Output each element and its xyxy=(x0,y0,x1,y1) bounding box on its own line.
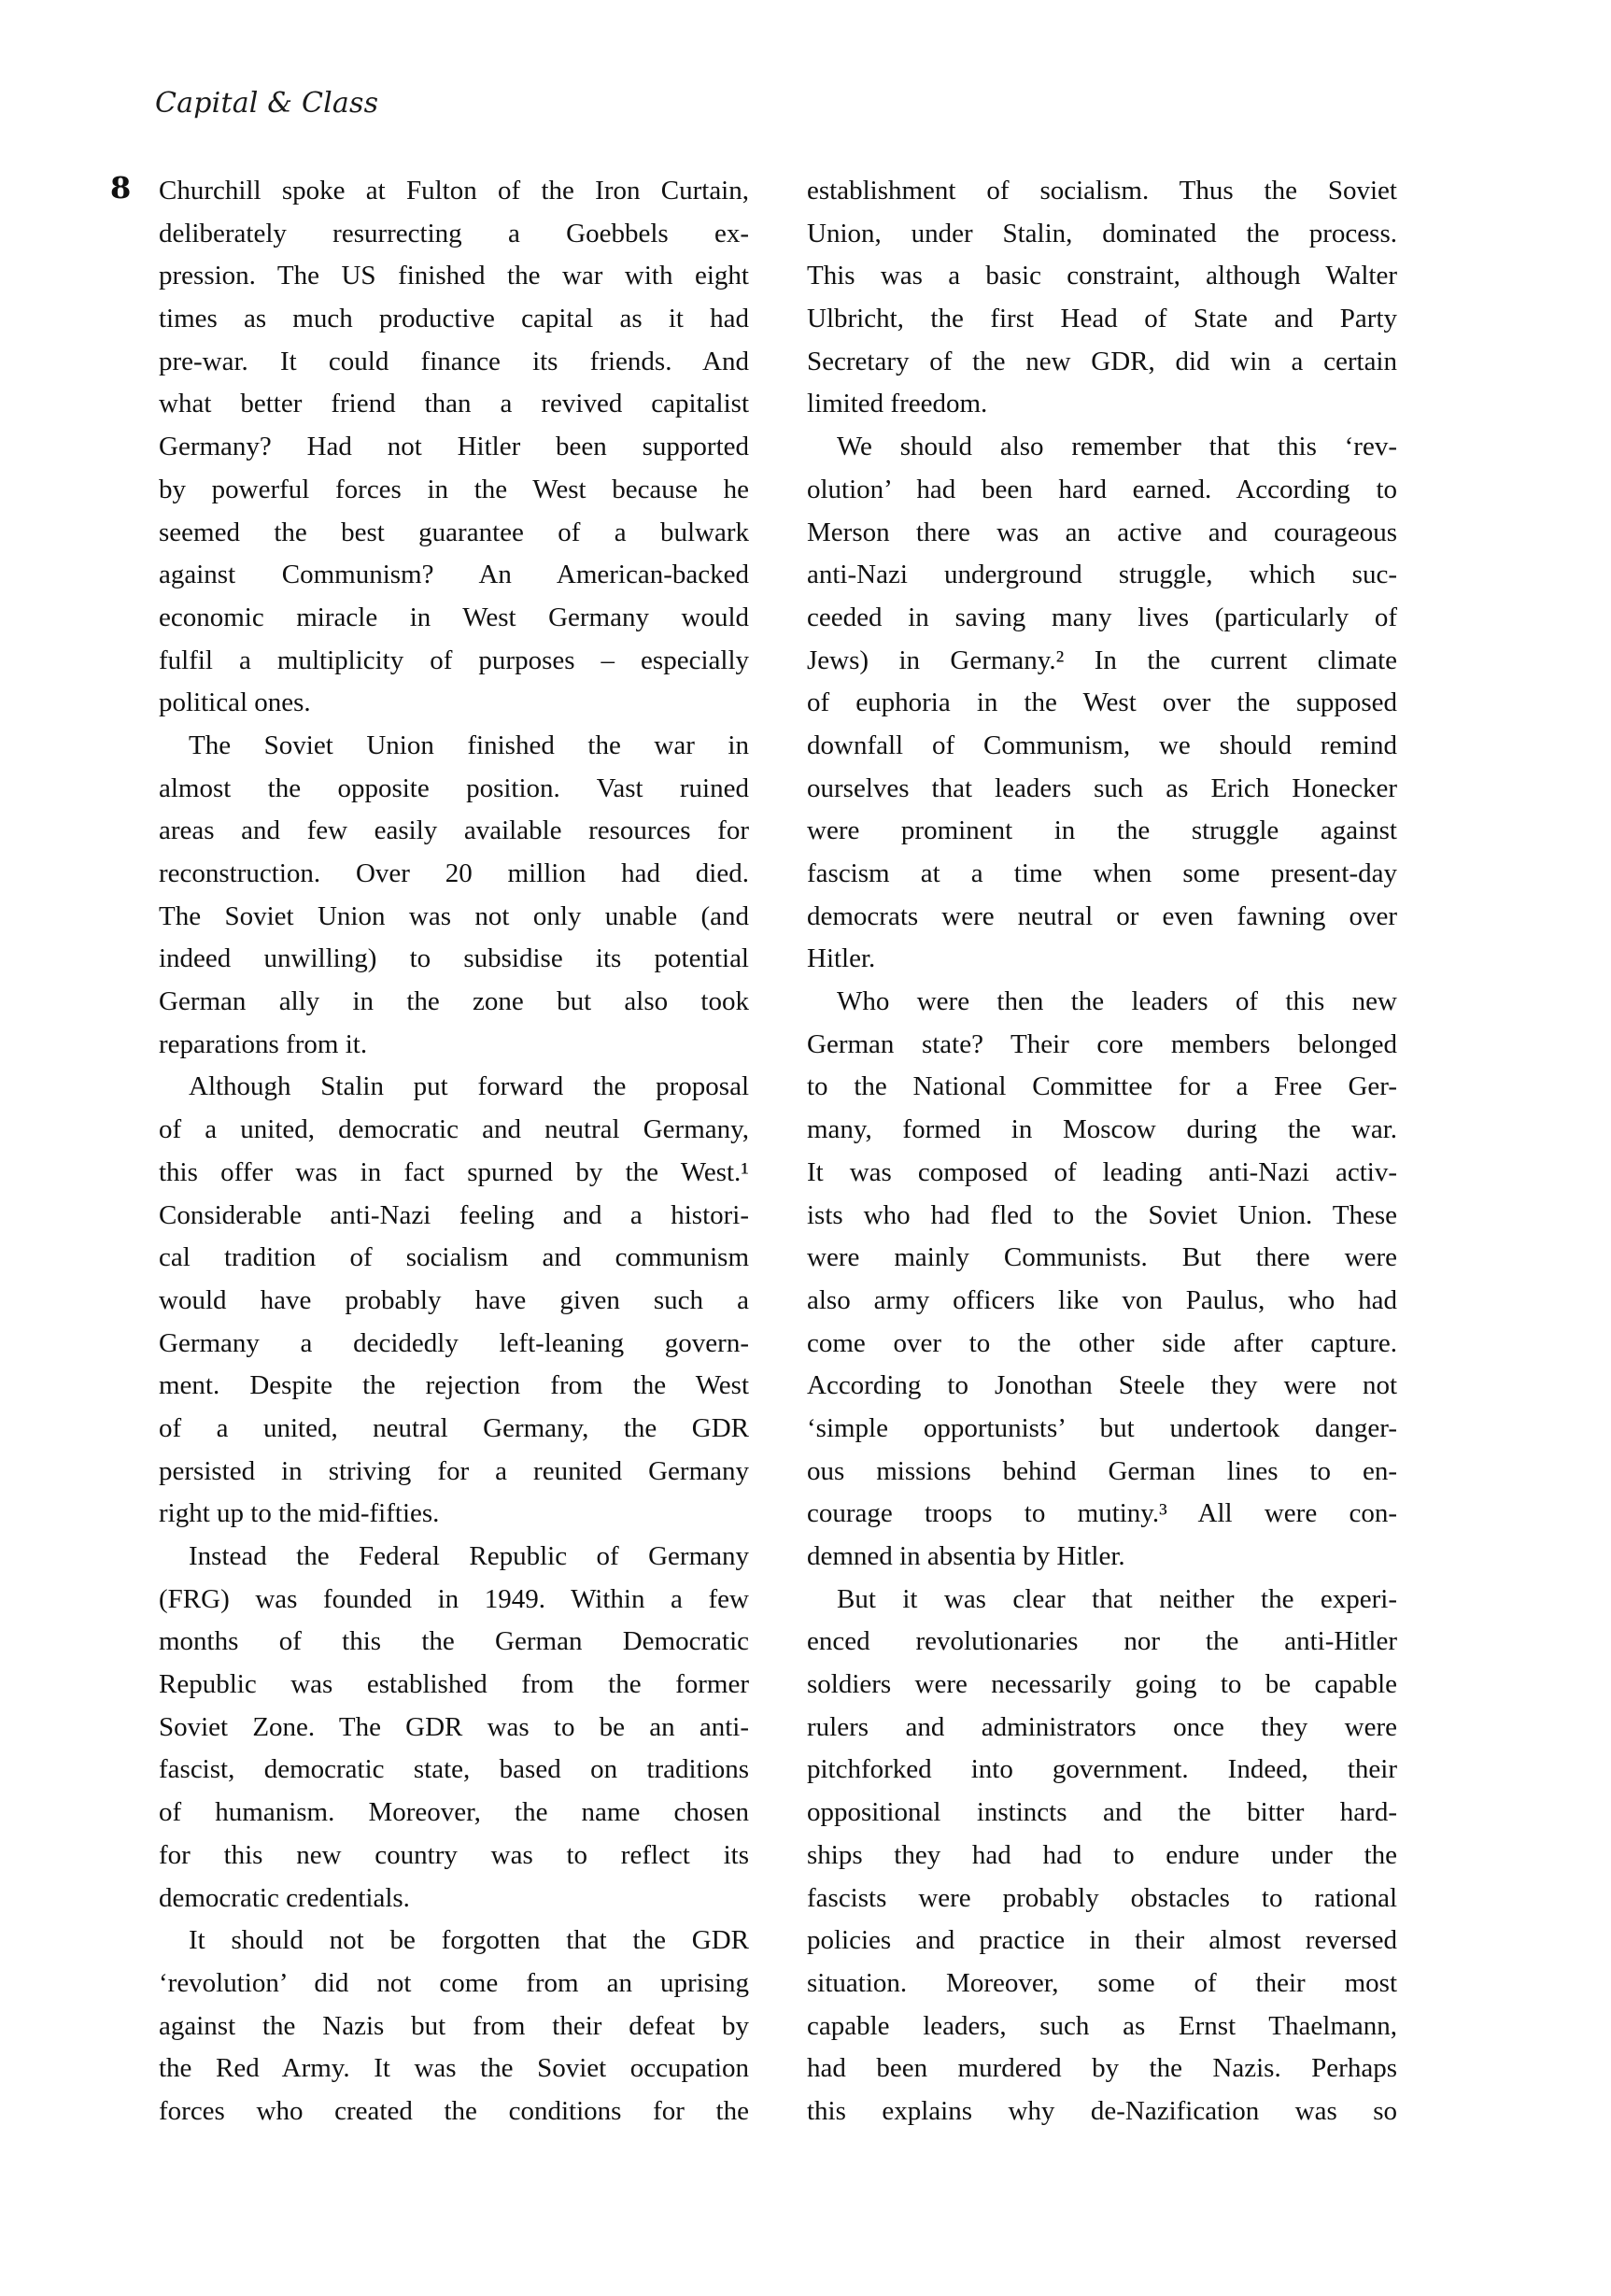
text-line: ‘simple opportunists’ but undertook danger- xyxy=(807,1412,1397,1443)
text-line: many, formed in Moscow during the war. xyxy=(807,1114,1397,1145)
text-line: to the National Committee for a Free Ger- xyxy=(807,1071,1397,1102)
text-line: The Soviet Union was not only unable (and xyxy=(159,900,749,931)
text-line: Secretary of the new GDR, did win a certain xyxy=(807,346,1397,376)
text-line: for this new country was to reflect its xyxy=(159,1839,749,1870)
text-line: ous missions behind German lines to en- xyxy=(807,1455,1397,1486)
text-line: ists who had fled to the Soviet Union. These xyxy=(807,1199,1397,1230)
text-line: (FRG) was founded in 1949. Within a few xyxy=(159,1583,749,1614)
text-line: against Communism? An American-backed xyxy=(159,560,749,590)
text-line: This was a basic constraint, although Walter xyxy=(807,261,1397,291)
text-line: were prominent in the struggle against xyxy=(807,815,1397,846)
text-line: According to Jonothan Steele they were not xyxy=(807,1370,1397,1401)
text-line: fulfil a multiplicity of purposes – especially xyxy=(159,645,749,675)
text-line: fascism at a time when some present-day xyxy=(807,858,1397,888)
text-line: were mainly Communists. But there were xyxy=(807,1242,1397,1273)
text-line: of a united, democratic and neutral Germany, xyxy=(159,1114,749,1145)
text-line: this offer was in fact spurned by the West.¹ xyxy=(159,1156,749,1187)
text-line: had been murdered by the Nazis. Perhaps xyxy=(807,2053,1397,2084)
text-line: ceeded in saving many lives (particularly of xyxy=(807,602,1397,632)
text-line: courage troops to mutiny.³ All were con- xyxy=(807,1498,1397,1529)
text-line: capable leaders, such as Ernst Thaelmann, xyxy=(807,2010,1397,2041)
text-line: Germany a decidedly left-leaning govern- xyxy=(159,1327,749,1358)
text-line: But it was clear that neither the experi- xyxy=(837,1583,1397,1614)
text-line: fascists were probably obstacles to rational xyxy=(807,1882,1397,1913)
text-line: cal tradition of socialism and communism xyxy=(159,1242,749,1273)
text-line: months of this the German Democratic xyxy=(159,1626,749,1657)
text-line: olution’ had been hard earned. According to xyxy=(807,474,1397,504)
text-line: by powerful forces in the West because he xyxy=(159,474,749,504)
text-line: almost the opposite position. Vast ruined xyxy=(159,772,749,803)
text-line: reparations from it. xyxy=(159,1028,368,1059)
text-line: German ally in the zone but also took xyxy=(159,986,749,1017)
text-line: ships they had had to endure under the xyxy=(807,1839,1397,1870)
text-column-right xyxy=(807,170,1397,2133)
text-line: come over to the other side after capture. xyxy=(807,1327,1397,1358)
text-line: Churchill spoke at Fulton of the Iron Curtain, xyxy=(159,176,749,206)
text-line: ment. Despite the rejection from the West xyxy=(159,1370,749,1401)
text-line: Soviet Zone. The GDR was to be an anti- xyxy=(159,1711,749,1742)
text-line: pression. The US finished the war with eight xyxy=(159,261,749,291)
text-line: Ulbricht, the first Head of State and Party xyxy=(807,304,1397,334)
text-line: seemed the best guarantee of a bulwark xyxy=(159,517,749,547)
text-line: limited freedom. xyxy=(807,389,988,419)
text-line: anti-Nazi underground struggle, which suc- xyxy=(807,560,1397,590)
text-line: economic miracle in West Germany would xyxy=(159,602,749,632)
text-line: pitchforked into government. Indeed, their xyxy=(807,1754,1397,1785)
text-line: rulers and administrators once they were xyxy=(807,1711,1397,1742)
text-line: enced revolutionaries nor the anti-Hitler xyxy=(807,1626,1397,1657)
text-line: It should not be forgotten that the GDR xyxy=(189,1925,749,1956)
text-line: policies and practice in their almost reversed xyxy=(807,1925,1397,1956)
text-line: oppositional instincts and the bitter hard- xyxy=(807,1797,1397,1828)
text-line: against the Nazis but from their defeat by xyxy=(159,2010,749,2041)
text-line: reconstruction. Over 20 million had died. xyxy=(159,858,749,888)
text-line: ourselves that leaders such as Erich Honecker xyxy=(807,772,1397,803)
text-line: democrats were neutral or even fawning over xyxy=(807,900,1397,931)
text-line: Germany? Had not Hitler been supported xyxy=(159,432,749,462)
text-line: Instead the Federal Republic of Germany xyxy=(189,1541,749,1571)
text-line: the Red Army. It was the Soviet occupation xyxy=(159,2053,749,2084)
text-line: Union, under Stalin, dominated the process. xyxy=(807,218,1397,248)
text-line: Hitler. xyxy=(807,943,876,974)
text-line: would have probably have given such a xyxy=(159,1284,749,1315)
running-header: Capital & Class xyxy=(155,87,379,120)
text-line: indeed unwilling) to subsidise its potential xyxy=(159,943,749,974)
text-line: also army officers like von Paulus, who had xyxy=(807,1284,1397,1315)
text-line: Although Stalin put forward the proposal xyxy=(189,1071,749,1102)
text-line: downfall of Communism, we should remind xyxy=(807,730,1397,760)
text-line: persisted in striving for a reunited Germany xyxy=(159,1455,749,1486)
text-column-left xyxy=(159,170,749,2133)
text-line: demned in absentia by Hitler. xyxy=(807,1541,1125,1571)
text-line: pre-war. It could finance its friends. And xyxy=(159,346,749,376)
text-line: fascist, democratic state, based on traditions xyxy=(159,1754,749,1785)
text-line: this explains why de-Nazification was so xyxy=(807,2095,1397,2126)
text-line: of humanism. Moreover, the name chosen xyxy=(159,1797,749,1828)
page-number: 8 xyxy=(110,170,132,206)
text-line: areas and few easily available resources for xyxy=(159,815,749,846)
text-line: situation. Moreover, some of their most xyxy=(807,1967,1397,1998)
text-line: Republic was established from the former xyxy=(159,1669,749,1700)
text-line: democratic credentials. xyxy=(159,1882,410,1913)
text-line: deliberately resurrecting a Goebbels ex- xyxy=(159,218,749,248)
text-line: Considerable anti-Nazi feeling and a histori- xyxy=(159,1199,749,1230)
text-line: We should also remember that this ‘rev- xyxy=(837,432,1397,462)
text-line: German state? Their core members belonged xyxy=(807,1028,1397,1059)
text-line: what better friend than a revived capitalist xyxy=(159,389,749,419)
text-line: of a united, neutral Germany, the GDR xyxy=(159,1412,749,1443)
text-line: political ones. xyxy=(159,687,311,718)
text-line: Who were then the leaders of this new xyxy=(837,986,1397,1017)
text-line: soldiers were necessarily going to be capable xyxy=(807,1669,1397,1700)
text-line: establishment of socialism. Thus the Soviet xyxy=(807,176,1397,206)
text-line: ‘revolution’ did not come from an uprising xyxy=(159,1967,749,1998)
text-line: Jews) in Germany.² In the current climate xyxy=(807,645,1397,675)
text-line: Merson there was an active and courageous xyxy=(807,517,1397,547)
text-line: forces who created the conditions for the xyxy=(159,2095,749,2126)
text-line: right up to the mid-fifties. xyxy=(159,1498,440,1529)
text-line: times as much productive capital as it had xyxy=(159,304,749,334)
text-line: It was composed of leading anti-Nazi activ- xyxy=(807,1156,1397,1187)
text-line: of euphoria in the West over the supposed xyxy=(807,687,1397,718)
text-line: The Soviet Union finished the war in xyxy=(189,730,749,760)
